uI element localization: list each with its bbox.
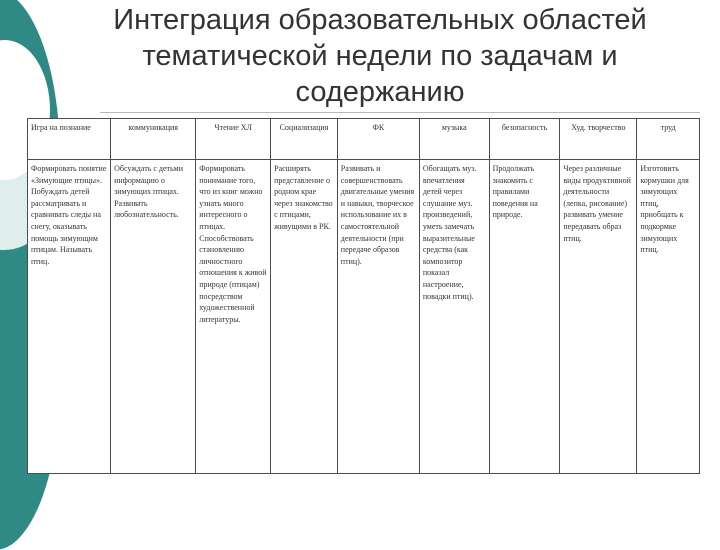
- integration-table: [27, 118, 700, 474]
- header-cell-music: музыка: [419, 119, 489, 160]
- table-cell-physical: Развивать и совершенствовать двигательные умения и навыки, творческое использование их в самостоятельной деятельности (при передаче образов птиц).: [337, 160, 419, 474]
- title-line-3: содержанию: [295, 76, 465, 108]
- table-cell-music: Обогащать муз. впечатления детей через слушание муз. произведений, уметь замечать выразительные средства (как композитор показал настроение, повадки птиц).: [419, 160, 489, 474]
- header-cell-safety: безопасность: [489, 119, 560, 160]
- page-title: [70, 2, 690, 110]
- table-cell-art: Через различные виды продуктивной деятельности (лепка, рисование) развивать умение передавать образ птиц.: [560, 160, 637, 474]
- table-cell-labor: Изготовить кормушки для зимующих птиц, приобщать к подкормке зимующих птиц.: [637, 160, 700, 474]
- header-cell-art: Худ. творчество: [560, 119, 637, 160]
- table-cell-socialization: Расширять представление о родном крае через знакомство с птицами, живущими в РК.: [271, 160, 338, 474]
- table-row: [28, 160, 700, 474]
- title-line-2: тематической недели по задачам и: [142, 40, 618, 72]
- title-divider: [100, 112, 700, 113]
- title-line-1: Интеграция образовательных областей: [113, 4, 647, 36]
- header-cell-labor: труд: [637, 119, 700, 160]
- table-header-row: [28, 119, 700, 160]
- header-cell-socialization: Социализация: [271, 119, 338, 160]
- header-cell-physical: ФК: [337, 119, 419, 160]
- header-cell-communication: коммуникация: [111, 119, 196, 160]
- header-cell-reading: Чтение ХЛ: [196, 119, 271, 160]
- table-cell-reading: Формировать понимание того, что из книг можно узнать много интересного о птицах. Способствовать становлению личностного отношения к живой природе (птицам) посредством художественной литературы.: [196, 160, 271, 474]
- table-cell-safety: Продолжать знакомить с правилами поведения на природе.: [489, 160, 560, 474]
- table-cell-cognition: Формировать понятие «Зимующие птицы». Побуждать детей рассматривать и сравнивать следы на снегу, оказывать помощь зимующим птицам. Называть птиц.: [28, 160, 111, 474]
- table-cell-communication: Обсуждать с детьми информацию о зимующих птицах. Развивать любознательность.: [111, 160, 196, 474]
- header-cell-cognition: Игра на познание: [28, 119, 111, 160]
